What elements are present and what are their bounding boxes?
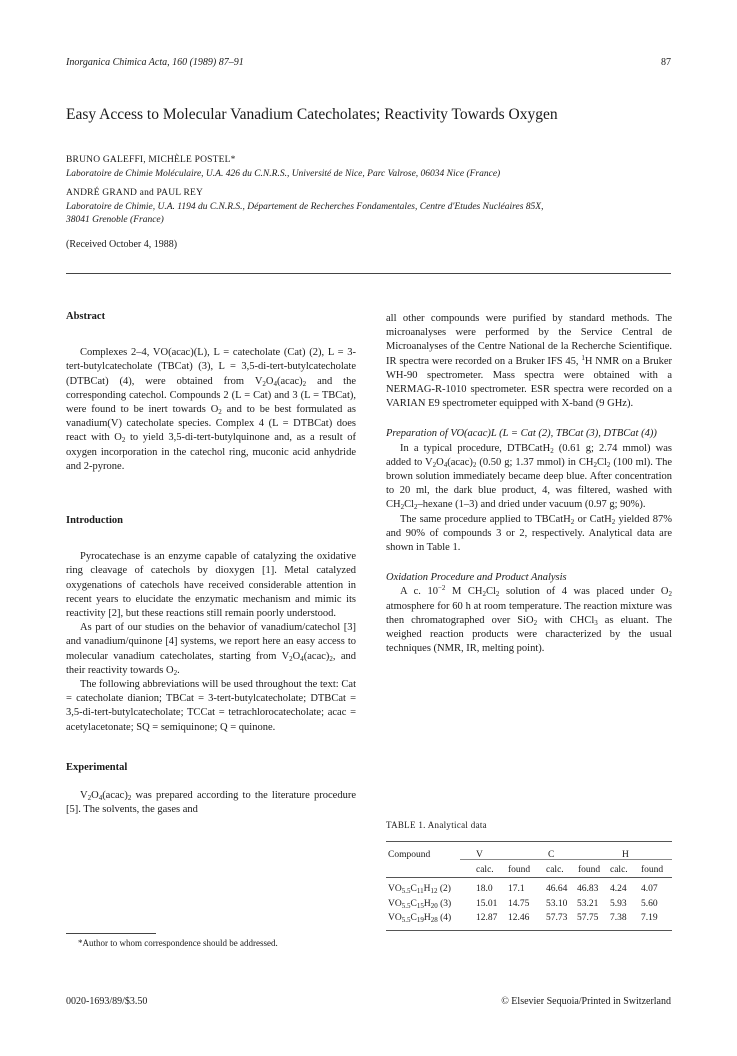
journal-citation: Inorganica Chimica Acta, 160 (1989) 87–91: [66, 57, 244, 68]
introduction-paragraph-3: The following abbreviations will be used throughout the text: Cat = catecholate dianion; TBCat = 3-tert-butylcatecholate; DTBCat = 3,5-di-tert-butylcatecholate; TCCat = tetrachlorocatecholate; acac = acetylacetonate; SQ = semiquinone; Q = quinone.: [66, 679, 356, 733]
affiliation-2-line-1: Laboratoire de Chimie, U.A. 1194 du C.N.R.S., Département de Recherches Fondamentales, Centre d'Etudes Nucléaires 85X,: [66, 202, 544, 212]
preparation-paragraph-1: In a typical procedure, DTBCatH$_2$ (0.61 g; 2.74 mmol) was added to $V_2O_4(acac)_2$ (0.50 g; 1.37 mmol) in $CH_2Cl_2$ (100 ml). The brown solution immediately became deep blue. After concentration to 20 ml, the dark blue product, 4, was filtered, washed with $CH_2Cl_2$–hexane (1–3) and dried under vacuum (0.97 g; 90%).: [386, 442, 672, 512]
table-row: [388, 897, 658, 912]
table-subheader-h-calc: calc.: [610, 865, 628, 875]
h-calc: 4.24: [610, 884, 627, 894]
compound-formula: $VO_{5.5}C_{15}H_{20}$ (3): [388, 898, 452, 910]
c-calc: 57.73: [546, 913, 568, 923]
v-calc: 12.87: [476, 913, 498, 923]
footnote: *Author to whom correspondence should be addressed.: [78, 938, 278, 948]
experimental-paragraph: $V_2O_4(acac)_2$ was prepared according to the literature procedure [5]. The solvents, the gases and: [66, 790, 356, 816]
experimental-heading: Experimental: [66, 761, 128, 773]
c-calc: 46.64: [546, 884, 568, 894]
authors-group-2: ANDRÉ GRAND and PAUL REY: [66, 188, 204, 198]
table-header-v: V: [476, 850, 483, 860]
c-found: 53.21: [577, 898, 599, 909]
table-caption: TABLE 1. Analytical data: [386, 820, 487, 830]
c-found: 46.83: [577, 884, 599, 894]
table-subheader-c-found: found: [578, 865, 601, 875]
table-header-h: H: [622, 850, 629, 860]
table-header-compound: Compound: [388, 850, 431, 860]
article-title: Easy Access to Molecular Vanadium Catecholates; Reactivity Towards Oxygen: [66, 106, 558, 123]
right-column: [386, 312, 672, 656]
v-found: 14.75: [508, 898, 530, 909]
affiliation-1: Laboratoire de Chimie Moléculaire, U.A. 426 du C.N.R.S., Université de Nice, Parc Valrose, 06034 Nice (France): [66, 169, 501, 179]
authors-group-1: BRUNO GALEFFI, MICHÈLE POSTEL*: [66, 155, 236, 165]
c-calc: 53.10: [546, 898, 568, 909]
introduction-paragraph-1: Pyrocatechase is an enzyme capable of catalyzing the oxidative ring cleavage of catechols by dioxygen [1]. Metal catalyzed oxygenations of catechols have received considerable attention in recent years to elucidate the enzymatic mechanism and mimic its reactivity [2], but these reactions still remain poorly understood.: [66, 551, 356, 620]
v-found: 17.1: [508, 884, 525, 894]
affiliation-2-line-2: 38041 Grenoble (France): [66, 214, 164, 225]
h-found: 4.07: [641, 884, 658, 894]
abstract-text: Complexes 2–4, VO(acac)(L), L = catecholate (Cat) (2), L = 3-tert-butylcatecholate (TBCat) (3), L = 3,5-di-tert-butylcatecholate (DTBCat) (4), were obtained from $V_2O_4(acac)_2$ and the corresponding catechol. Compounds 2 (L = Cat) and 3 (L = TBCat), were found to be inert towards $O_2$ and to be best formulated as vanadium(V) catecholate species. Complex 4 (L = DTBCat) does react with $O_2$ to yield 3,5-di-tert-butylquinone and, as a result of oxygen incorporation in the catechol ring, muconic acid anhydride and 2-pyrone.: [66, 347, 357, 472]
table-row: [388, 911, 658, 926]
preparation-heading: Preparation of VO(acac)L (L = Cat (2), TBCat (3), DTBCat (4)): [386, 428, 657, 440]
table-rule-bottom: [386, 930, 672, 931]
h-found: 7.19: [641, 913, 658, 923]
footnote-rule: [66, 933, 156, 934]
oxidation-paragraph: A c. $10^{-2}$ M $CH_2Cl_2$ solution of 4 was placed under $O_2$ atmosphere for 60 h at room temperature. The reaction mixture was then chromatographed over SiO$_2$ with CHCl$_3$ as eluant. The weighed reaction products were characterized by the usual techniques (NMR, IR, melting point).: [386, 584, 672, 655]
h-calc: 7.38: [610, 913, 627, 923]
introduction-paragraph-2: As part of our studies on the behavior of vanadium/catechol [3] and vanadium/quinone [4] systems, we report here an easy access to molecular vanadium catecholates, starting from $V_2O_4(acac)_2$, and their reactivity towards $O_2$.: [66, 622, 357, 677]
page-number: 87: [661, 57, 671, 68]
methods-paragraph: all other compounds were purified by standard methods. The microanalyses were performed by the Service Central de Microanalyses of the Centre National de la Recherche Scientifique. IR spectra were recorded on a Bruker IFS 45, $^1$H NMR on a Bruker WH-90 spectrometer. Mass spectra were obtained with a NERMAG-R-1010 spectrometer. ESR spectra were recorded on a VARIAN E9 spectrometer equipped with X-band (9 GHz).: [386, 313, 672, 410]
table-rule-group: [460, 859, 672, 860]
header-rule: [66, 273, 671, 274]
table-subheader-c-calc: calc.: [546, 865, 564, 875]
h-found: 5.60: [641, 898, 658, 909]
abstract-heading: Abstract: [66, 311, 106, 322]
compound-formula: $VO_{5.5}C_{19}H_{28}$ (4): [388, 913, 452, 924]
v-calc: 18.0: [476, 884, 493, 894]
issn-price: 0020-1693/89/$3.50: [66, 996, 148, 1007]
table-row: [388, 882, 658, 897]
oxidation-heading: Oxidation Procedure and Product Analysis: [386, 572, 567, 584]
affiliation-2: [66, 201, 676, 226]
left-column: [66, 310, 356, 817]
received-date: (Received October 4, 1988): [66, 239, 178, 250]
table-header-c: C: [548, 850, 555, 860]
copyright-notice: © Elsevier Sequoia/Printed in Switzerland: [501, 996, 671, 1007]
table-subheader-h-found: found: [641, 865, 664, 875]
introduction-heading: Introduction: [66, 515, 123, 527]
table-rule-top: [386, 841, 672, 842]
table-subheader-v-calc: calc.: [476, 865, 494, 875]
compound-formula: $VO_{5.5}C_{11}H_{12}$ (2): [388, 884, 451, 895]
v-found: 12.46: [508, 913, 530, 923]
table-body: [388, 882, 658, 926]
table-subheader-v-found: found: [508, 865, 531, 875]
h-calc: 5.93: [610, 898, 627, 909]
preparation-paragraph-2: The same procedure applied to TBCatH$_2$ or CatH$_2$ yielded 87% and 90% of compounds 3 or 2, respectively. Analytical data are shown in Table 1.: [386, 513, 672, 554]
c-found: 57.75: [577, 913, 599, 923]
v-calc: 15.01: [476, 898, 498, 909]
